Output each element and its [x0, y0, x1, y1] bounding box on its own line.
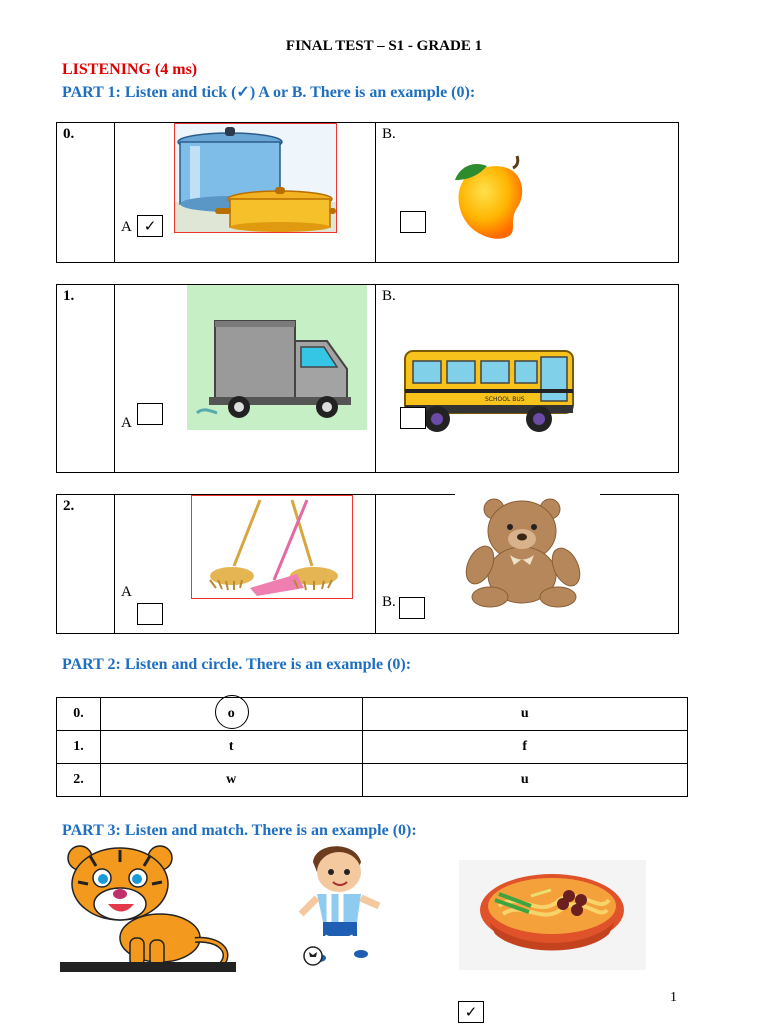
tick-box-a[interactable]	[137, 215, 163, 237]
option-b-label: B.	[382, 594, 396, 610]
mops-image	[191, 495, 353, 599]
section-heading: LISTENING (4 ms)	[62, 61, 198, 78]
part1-heading: PART 1: Listen and tick (✓) A or B. There is an example (0):	[62, 84, 476, 101]
tick-box-b[interactable]	[400, 407, 426, 429]
tick-box-a[interactable]	[137, 603, 163, 625]
mango-image	[447, 148, 537, 248]
page-number: 1	[670, 990, 677, 1005]
teddy-bear-image	[454, 495, 604, 609]
page-title: FINAL TEST – S1 - GRADE 1	[285, 38, 483, 54]
option-b-label: B.	[382, 126, 396, 142]
border-gap	[455, 492, 600, 496]
tick-box-a[interactable]	[137, 403, 163, 425]
row-number: 0.	[63, 126, 75, 142]
divider	[114, 285, 115, 472]
divider	[114, 123, 115, 262]
part1-row-2	[56, 494, 679, 634]
divider	[375, 285, 376, 472]
option-left[interactable]	[100, 698, 362, 731]
noodles-image	[459, 860, 646, 970]
table-row	[57, 764, 688, 797]
bus-label: SCHOOL BUS	[485, 396, 525, 403]
divider	[114, 495, 115, 633]
option-right[interactable]: u	[362, 698, 687, 731]
part1-row-0	[56, 122, 679, 263]
part3-heading: PART 3: Listen and match. There is an example (0):	[62, 822, 417, 839]
pots-image	[174, 123, 337, 233]
truck-image	[187, 285, 367, 430]
option-a-label: A	[121, 415, 132, 431]
option-a-label: A	[121, 584, 132, 600]
tiger-image	[60, 842, 236, 972]
tick-box-b[interactable]	[400, 211, 426, 233]
option-a-label: A	[121, 219, 132, 235]
part1-row-1	[56, 284, 679, 473]
table-row	[57, 698, 688, 731]
option-right[interactable]: u	[362, 764, 687, 797]
row-number: 1.	[63, 288, 75, 304]
option-left[interactable]: w	[100, 764, 362, 797]
letter: o	[227, 706, 235, 721]
part2-table	[56, 697, 688, 797]
tick-box-b[interactable]	[399, 597, 425, 619]
table-row	[57, 731, 688, 764]
row-number: 0.	[57, 698, 101, 731]
soccer-boy-image	[295, 842, 395, 968]
match-tick-box[interactable]	[458, 1001, 484, 1023]
check-icon: ✓	[143, 217, 157, 235]
part2-heading: PART 2: Listen and circle. There is an example (0):	[62, 656, 412, 673]
divider	[375, 495, 376, 633]
divider	[375, 123, 376, 262]
row-number: 2.	[57, 764, 101, 797]
row-number: 2.	[63, 498, 75, 514]
circle-mark	[215, 695, 249, 729]
option-right[interactable]: f	[362, 731, 687, 764]
option-b-label: B.	[382, 288, 396, 304]
row-number: 1.	[57, 731, 101, 764]
check-icon: ✓	[464, 1003, 478, 1021]
school-bus-image	[399, 343, 579, 439]
option-left[interactable]: t	[100, 731, 362, 764]
